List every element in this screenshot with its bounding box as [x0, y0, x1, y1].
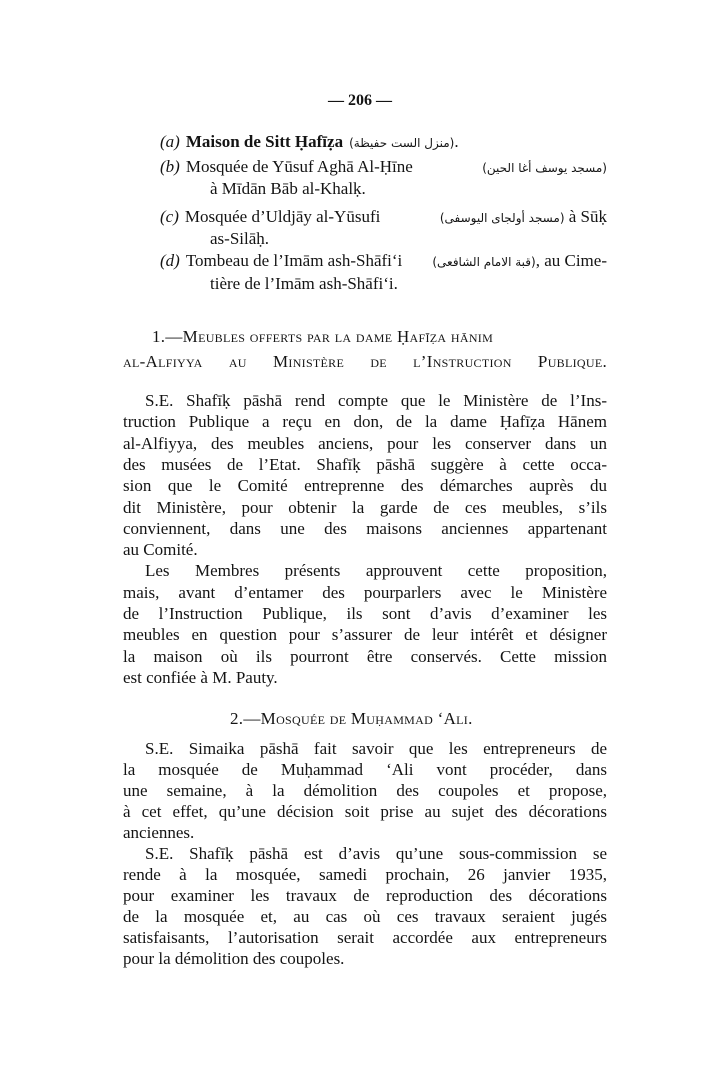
- item-label: (b): [160, 157, 180, 176]
- item-continuation: tière de l’Imām ash-Shāfi‘i.: [210, 274, 398, 293]
- item-arabic-group: [426, 250, 607, 273]
- body-line: dit Ministère, pour obtenir la garde de ces meubles, s’ils: [123, 497, 607, 517]
- arabic-name: (قبة الامام الشافعى): [432, 255, 536, 269]
- body-line: de la mosquée et, au cas où ces travaux seraient jugés: [123, 907, 607, 926]
- section-heading: 1.—Meubles offerts par la dame Ḥafīẓa hānim: [152, 327, 494, 346]
- item-suffix: .: [454, 132, 459, 151]
- body-line: al-Alfiyya, des meubles anciens, pour les conserver dans un: [123, 433, 607, 453]
- body-line: S.E. Shafīḳ pāshā est d’avis qu’une sous-commission se: [145, 844, 607, 863]
- item-continuation: as-Silāḥ.: [210, 229, 270, 248]
- item-suffix: à Sūḳ: [564, 207, 607, 226]
- body-line: la maison où ils pourront être conservés. Cette mission: [123, 646, 607, 666]
- list-item: [160, 131, 459, 154]
- body-line: pour la démolition des coupoles.: [123, 949, 345, 968]
- body-line: truction Publique a reçu en don, de la dame Ḥafīẓa Hānem: [123, 412, 607, 432]
- item-arabic-group: [343, 132, 459, 151]
- item-line: [160, 156, 413, 179]
- item-arabic-group: [476, 156, 607, 179]
- body-line: une semaine, à la démolition des coupoles et propose,: [123, 781, 607, 800]
- item-title: Mosquée d’Uldjāy al-Yūsufi: [184, 207, 381, 226]
- item-arabic-group: [434, 206, 607, 229]
- item-title: Tombeau de l’Imām ash-Shāfi‘i: [185, 251, 403, 270]
- body-line: des musées de l’Etat. Shafīḳ pāshā suggère à cette occa-: [123, 454, 607, 474]
- body-line: la mosquée de Muḥammad ‘Ali vont procéder, dans: [123, 760, 607, 779]
- body-line: Les Membres présents approuvent cette proposition,: [145, 561, 607, 581]
- page-number: — 206 —: [328, 92, 392, 109]
- item-line: [160, 132, 343, 151]
- body-line: S.E. Simaika pāshā fait savoir que les entrepreneurs de: [145, 739, 607, 758]
- item-label: (d): [160, 251, 180, 270]
- body-line: S.E. Shafīḳ pāshā rend compte que le Ministère de l’Ins-: [145, 391, 607, 410]
- list-item: [160, 156, 607, 179]
- list-item: [160, 206, 607, 229]
- body-line: au Comité.: [123, 540, 198, 560]
- item-label: (c): [160, 207, 179, 226]
- body-line: meubles en question pour s’assurer de leur intérêt et désigner: [123, 625, 607, 645]
- body-line: satisfaisants, l’autorisation serait accordée aux entrepreneurs: [123, 928, 607, 947]
- body-line: à cet effet, qu’une décision soit prise au sujet des décorations: [123, 802, 607, 821]
- body-line: pour examiner les travaux de reproduction des décorations: [123, 886, 607, 905]
- body-line: de l’Instruction Publique, ils sont d’avis d’examiner les: [123, 604, 607, 623]
- item-suffix: , au Cime-: [535, 251, 607, 270]
- item-line: [160, 206, 380, 229]
- item-label: (a): [160, 132, 180, 151]
- body-line: est confiée à M. Pauty.: [123, 667, 278, 687]
- item-title: Mosquée de Yūsuf Aghā Al-Ḥīne: [185, 157, 413, 176]
- section-heading: al-Alfiyya au Ministère de l’Instruction Publique.: [123, 352, 607, 371]
- body-line: anciennes.: [123, 823, 195, 842]
- body-line: mais, avant d’entamer des pourparlers avec le Ministère: [123, 582, 607, 602]
- body-line: rende à la mosquée, samedi prochain, 26 janvier 1935,: [123, 865, 607, 884]
- arabic-name: (منزل الست حفيظة): [349, 136, 455, 150]
- item-continuation: à Mīdān Bāb al-Khalḳ.: [210, 179, 366, 198]
- item-title: Maison de Sitt Ḥafīẓa: [185, 132, 344, 151]
- arabic-name: (مسجد أولجاى اليوسفى): [439, 211, 565, 225]
- body-line: conviennent, dans une des maisons anciennes appartenant: [123, 518, 607, 538]
- section-heading: 2.—Mosquée de Muḥammad ‘Ali.: [230, 709, 473, 728]
- body-line: sion que le Comité entreprenne des démarches auprès du: [123, 476, 607, 496]
- item-line: [160, 250, 402, 273]
- list-item: [160, 250, 607, 273]
- arabic-name: (مسجد يوسف أغا الحين): [482, 161, 607, 175]
